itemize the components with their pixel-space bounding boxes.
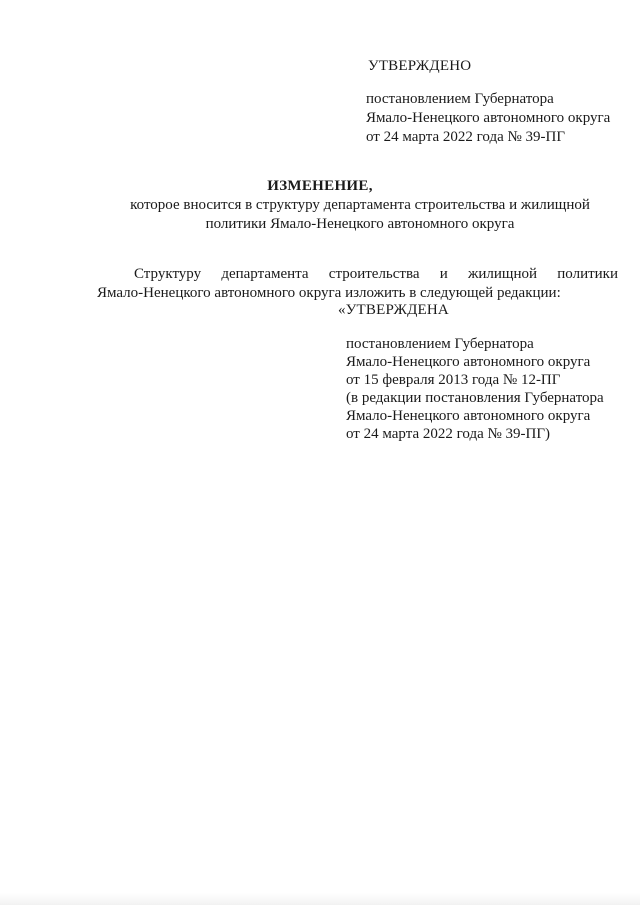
approval-title: УТВЕРЖДЕНО bbox=[368, 58, 472, 74]
approval2-line: Ямало-Ненецкого автономного округа bbox=[346, 408, 591, 424]
subtitle-line: политики Ямало-Ненецкого автономного округа bbox=[205, 216, 515, 232]
approval2-title: «УТВЕРЖДЕНА bbox=[338, 302, 449, 318]
approval2-line: от 15 февраля 2013 года № 12-ПГ bbox=[346, 372, 561, 388]
approval2-line: от 24 марта 2022 года № 39-ПГ) bbox=[346, 426, 551, 442]
approval2-block bbox=[346, 335, 604, 443]
approval-line: постановлением Губернатора bbox=[366, 91, 554, 107]
approval-block bbox=[366, 90, 610, 147]
approval2-line: постановлением Губернатора bbox=[346, 336, 534, 352]
scan-bottom-edge bbox=[0, 893, 640, 905]
approval-line: Ямало-Ненецкого автономного округа bbox=[366, 110, 611, 126]
approval2-line: (в редакции постановления Губернатора bbox=[346, 390, 604, 406]
approval-line: от 24 марта 2022 года № 39-ПГ bbox=[366, 129, 566, 145]
subtitle-line: которое вносится в структуру департамента строительства и жилищной bbox=[130, 197, 590, 213]
body-paragraph-line-2: Ямало-Ненецкого автономного округа изложить в следующей редакции: bbox=[97, 285, 561, 301]
body-paragraph-line-1: Структуру департамента строительства и жилищной политики bbox=[134, 266, 618, 282]
approval2-line: Ямало-Ненецкого автономного округа bbox=[346, 354, 591, 370]
document-title: ИЗМЕНЕНИЕ, bbox=[267, 178, 373, 194]
document-subtitle bbox=[110, 196, 610, 234]
